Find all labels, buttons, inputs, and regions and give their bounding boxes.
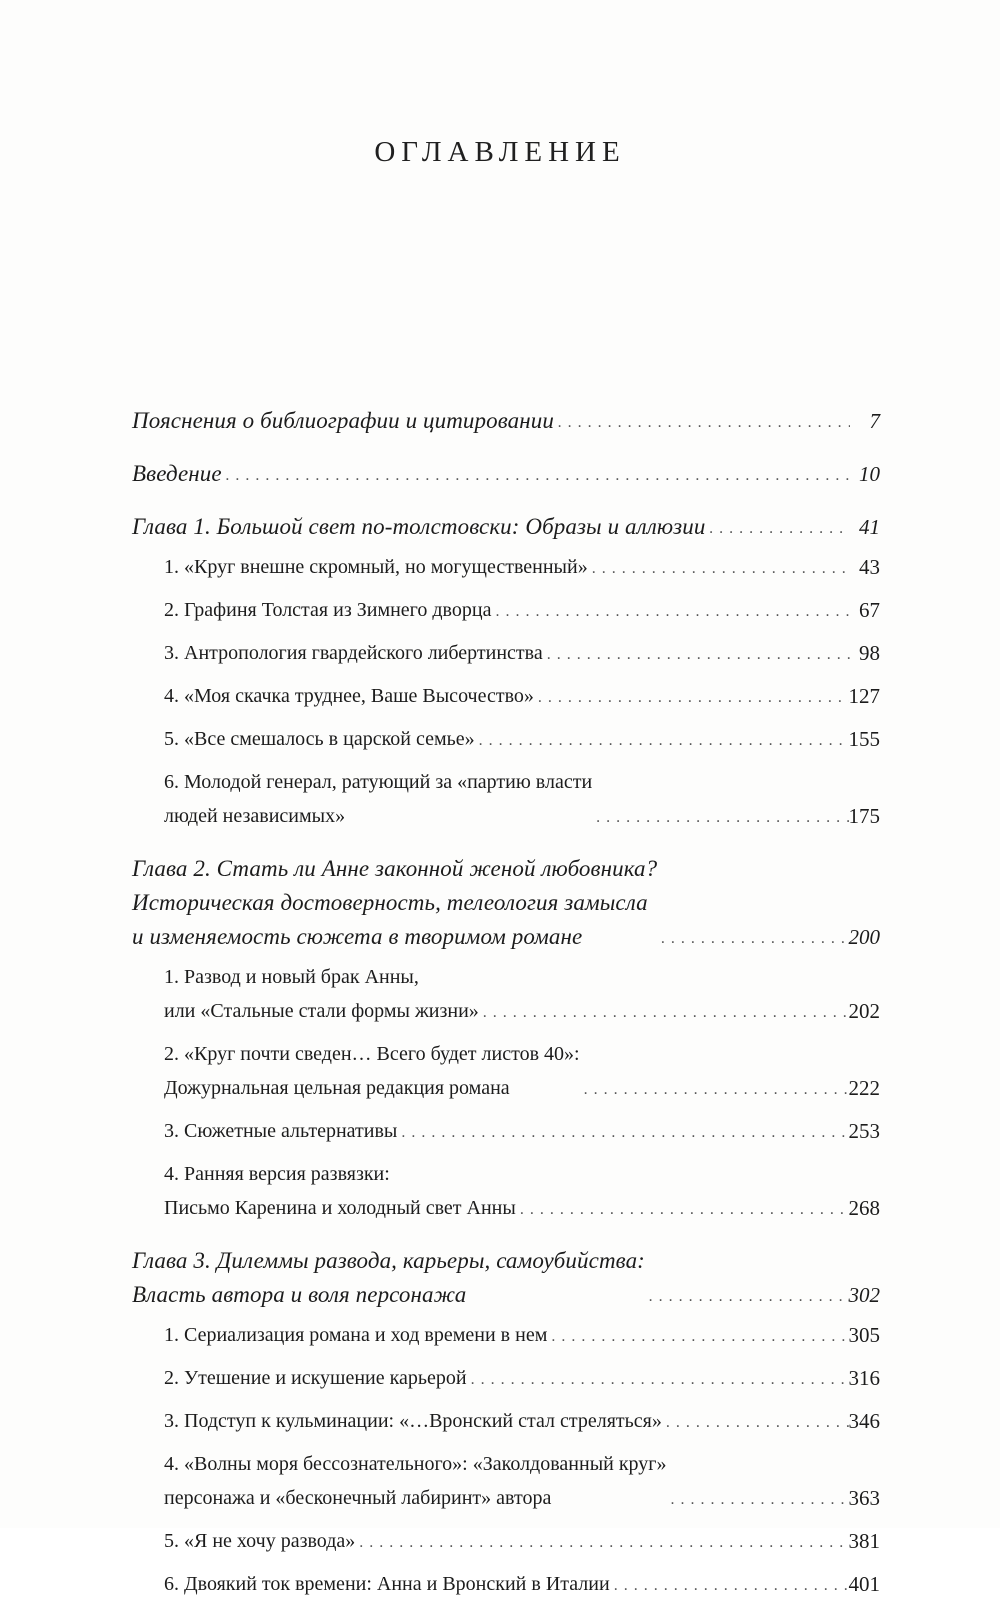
toc-entry-title <box>132 1244 645 1312</box>
toc-page-number: 200 <box>848 925 880 949</box>
toc-entry-title-line: Власть автора и воля персонажа <box>132 1282 467 1307</box>
toc-chapter-entry[interactable] <box>132 852 880 954</box>
toc-leader-dots <box>491 599 850 625</box>
toc-chapter-entry[interactable] <box>132 1244 880 1312</box>
toc-entry-title-line: 6. Молодой генерал, ратующий за «партию власти <box>164 771 593 793</box>
toc-entry-title-line: 1. Сериализация романа и ход времени в нем <box>164 1324 548 1346</box>
toc-page-number: 175 <box>848 804 880 828</box>
toc-entry-title <box>164 960 479 1028</box>
toc-leader-dots <box>588 556 850 582</box>
toc-section-entry[interactable] <box>132 550 880 584</box>
toc-section-entry[interactable] <box>132 593 880 627</box>
toc-entry-title <box>164 765 592 833</box>
toc-entry-title <box>132 404 554 438</box>
toc-section-entry[interactable] <box>132 1567 880 1601</box>
toc-leader-dots <box>662 1410 849 1436</box>
toc-leader-dots <box>657 926 848 952</box>
toc-entry-title <box>164 1447 667 1515</box>
toc-entry-title <box>164 1361 467 1395</box>
toc-leader-dots <box>534 685 849 711</box>
toc-section-entry[interactable] <box>132 1404 880 1438</box>
toc-leader-dots <box>645 1284 849 1310</box>
toc-leader-dots <box>547 1324 848 1350</box>
toc-leader-dots <box>705 516 850 542</box>
toc-entry-title-line: 1. «Круг внешне скромный, но могущественный» <box>164 556 588 578</box>
toc-entry-title-line: Глава 1. Большой свет по-толстовски: Образы и аллюзии <box>132 514 706 539</box>
toc-section-entry[interactable] <box>132 1114 880 1148</box>
toc-leader-dots <box>667 1487 849 1513</box>
toc-section-entry[interactable] <box>132 1037 880 1105</box>
toc-entry-title-line: Глава 3. Дилеммы развода, карьеры, самоубийства: <box>132 1248 645 1273</box>
toc-section-entry[interactable] <box>132 679 880 713</box>
toc-page-number: 302 <box>848 1283 880 1307</box>
toc-entry-title <box>132 457 222 491</box>
toc-entry-title-line: 2. Графиня Толстая из Зимнего дворца <box>164 599 492 621</box>
toc-page-number: 202 <box>848 999 880 1023</box>
toc-entry-title <box>164 1318 547 1352</box>
toc-entry-title-line: и изменяемость сюжета в творимом романе <box>132 924 583 949</box>
toc-section-entry[interactable] <box>132 1318 880 1352</box>
toc-entry-title <box>164 1567 610 1601</box>
toc-entry-title-line: 5. «Я не хочу развода» <box>164 1530 356 1552</box>
toc-entry-title <box>164 1114 397 1148</box>
toc-entry-title-line: или «Стальные стали формы жизни» <box>164 1000 479 1022</box>
toc-leader-dots <box>554 410 850 436</box>
toc-entry-title-line: 2. Утешение и искушение карьерой <box>164 1367 467 1389</box>
toc-entry-title-line: Письмо Каренина и холодный свет Анны <box>164 1197 516 1219</box>
toc-leader-dots <box>475 728 849 754</box>
toc-page-number: 316 <box>848 1366 880 1390</box>
toc-leader-dots <box>543 642 850 668</box>
toc-page-number: 253 <box>848 1119 880 1143</box>
toc-entry-title <box>164 1037 580 1105</box>
toc-page-number: 381 <box>848 1529 880 1553</box>
toc-entry-title-line: 1. Развод и новый брак Анны, <box>164 966 419 988</box>
toc-entry-title-line: 3. Подступ к кульминации: «…Вронский стал стреляться» <box>164 1410 662 1432</box>
toc-page-number: 222 <box>848 1076 880 1100</box>
toc-entry-title-line: 4. Ранняя версия развязки: <box>164 1163 390 1185</box>
toc-section-entry[interactable] <box>132 960 880 1028</box>
toc-entry-title <box>164 1404 662 1438</box>
toc-leader-dots <box>516 1197 849 1223</box>
toc-page-number: 346 <box>848 1409 880 1433</box>
toc-entry-title <box>164 636 543 670</box>
toc-entry-title <box>164 593 491 627</box>
toc-section-entry[interactable] <box>132 1524 880 1558</box>
toc-entry-title-line: персонажа и «бесконечный лабиринт» автора <box>164 1487 552 1509</box>
toc-page-number: 7 <box>869 409 880 433</box>
toc-entry-title <box>164 550 588 584</box>
toc-leader-dots <box>479 1000 849 1026</box>
toc-page-number: 155 <box>848 727 880 751</box>
toc-leader-dots <box>592 805 848 831</box>
toc-entry-title <box>132 510 705 544</box>
toc-section-entry[interactable] <box>132 1447 880 1515</box>
toc-page-number: 305 <box>848 1323 880 1347</box>
toc-leader-dots <box>222 463 850 489</box>
toc-entry-title-line: Пояснения о библиографии и цитировании <box>132 408 554 433</box>
toc-leader-dots <box>397 1120 848 1146</box>
toc-page-number: 268 <box>848 1196 880 1220</box>
toc-page-number: 401 <box>848 1572 880 1596</box>
toc-entry-title-line: 5. «Все смешалось в царской семье» <box>164 728 475 750</box>
toc-page-number: 67 <box>859 598 880 622</box>
toc-section-entry[interactable] <box>132 722 880 756</box>
toc-page-number: 127 <box>848 684 880 708</box>
toc-leader-dots <box>355 1530 848 1556</box>
toc-entry-title-line: 4. «Волны моря бессознательного»: «Заколдованный круг» <box>164 1453 667 1475</box>
toc-page-number: 98 <box>859 641 880 665</box>
toc-entry-title-line: Введение <box>132 461 222 486</box>
toc-chapter-entry[interactable] <box>132 404 880 438</box>
toc-chapter-entry[interactable] <box>132 510 880 544</box>
toc-entry-title <box>164 1157 516 1225</box>
toc-section-entry[interactable] <box>132 636 880 670</box>
toc-entry-title-line: 2. «Круг почти сведен… Всего будет листов 40»: <box>164 1043 580 1065</box>
toc-entry-title-line: людей независимых» <box>164 805 346 827</box>
toc-entry-title <box>132 852 657 954</box>
toc-page-number: 10 <box>859 462 880 486</box>
toc-chapter-entry[interactable] <box>132 457 880 491</box>
toc-entry-title <box>164 722 475 756</box>
toc-page-number: 41 <box>859 515 880 539</box>
toc-page-number: 363 <box>848 1486 880 1510</box>
page-title: ОГЛАВЛЕНИЕ <box>374 136 626 168</box>
toc-entry-title <box>164 679 534 713</box>
toc-leader-dots <box>467 1367 849 1393</box>
toc-section-entry[interactable] <box>132 765 880 833</box>
toc-section-entry[interactable] <box>132 1157 880 1225</box>
toc-leader-dots <box>580 1077 849 1103</box>
toc-page-number: 43 <box>859 555 880 579</box>
toc-entry-title-line: 3. Антропология гвардейского либертинства <box>164 642 543 664</box>
toc-leader-dots <box>610 1573 849 1599</box>
toc-entry-title-line: 3. Сюжетные альтернативы <box>164 1120 398 1142</box>
toc-entry-title-line: 6. Двоякий ток времени: Анна и Вронский в Италии <box>164 1573 610 1595</box>
toc-entry-title-line: Глава 2. Стать ли Анне законной женой любовника? <box>132 856 658 881</box>
toc-entry-title <box>164 1524 355 1558</box>
toc-entry-title-line: 4. «Моя скачка труднее, Ваше Высочество» <box>164 685 534 707</box>
toc-section-entry[interactable] <box>132 1361 880 1395</box>
table-of-contents <box>132 404 880 1601</box>
toc-entry-title-line: Дожурнальная цельная редакция романа <box>164 1077 510 1099</box>
toc-entry-title-line: Историческая достоверность, телеология замысла <box>132 890 648 915</box>
